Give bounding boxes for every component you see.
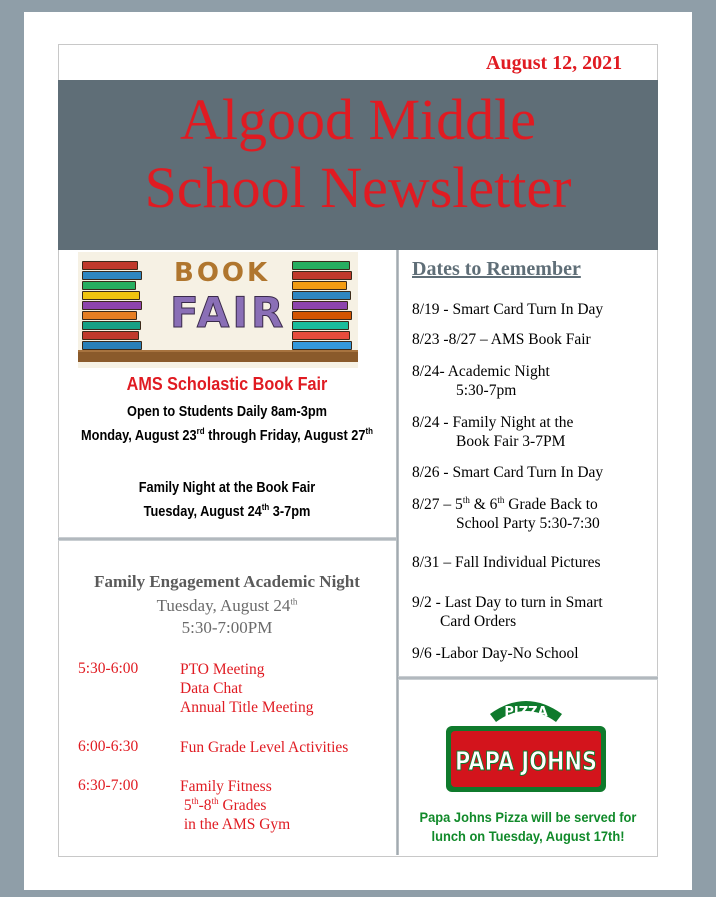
left-section-divider [58,537,396,541]
schedule-time: 6:00-6:30 [78,738,139,755]
title-line-2: School Newsletter [144,155,572,220]
family-night-date: Tuesday, August 24th 3-7pm [143,502,311,520]
schedule-activity: Fun Grade Level Activities [180,739,349,756]
book-fair-image [78,252,358,368]
logo-papa-johns-text: PAPA JOHNS [455,747,597,777]
newsletter-title [58,86,658,222]
book-stack-left [82,260,144,350]
book-stack-right [292,260,354,350]
date-item: 8/26 - Smart Card Turn In Day [412,464,604,481]
newsletter-date: August 12, 2021 [486,52,623,74]
family-engagement-date: Tuesday, August 24th [156,596,298,615]
right-section-divider [398,676,658,680]
book-fair-title: AMS Scholastic Book Fair [126,374,328,394]
column-divider [396,250,399,855]
date-item: 8/23 -8/27 – AMS Book Fair [412,331,591,348]
family-engagement-title: Family Engagement Academic Night [94,572,360,591]
date-item: 9/2 - Last Day to turn in Smart Card Orders [412,594,603,630]
papa-johns-logo [440,686,612,804]
date-item: 8/19 - Smart Card Turn In Day [412,301,604,318]
date-item: 8/27 – 5th & 6th Grade Back to School Party 5:30-7:30 [412,494,600,532]
book-fair-dates: Monday, August 23rd through Friday, August 27th [81,426,373,444]
book-fair-art-fair: FAIR [170,288,287,337]
dates-to-remember-title: Dates to Remember [412,258,581,280]
schedule-time: 5:30-6:00 [78,660,139,677]
date-item: 8/31 – Fall Individual Pictures [412,554,601,571]
date-item: 8/24 - Family Night at the Book Fair 3-7PM [412,414,574,450]
family-night-label: Family Night at the Book Fair [138,480,316,496]
book-fair-art-book: BOOK [174,258,271,288]
date-item: 9/6 -Labor Day-No School [412,645,579,662]
schedule-time: 6:30-7:00 [78,777,139,794]
date-item: 8/24- Academic Night 5:30-7pm [412,363,550,399]
logo-pizza-text: PIZZA [504,705,548,720]
book-fair-hours: Open to Students Daily 8am-3pm [127,404,327,420]
title-line-1: Algood Middle [179,87,537,152]
shelf [78,350,358,362]
pizza-caption: Papa Johns Pizza will be served for lunch on Tuesday, August 17th! [419,809,637,844]
schedule-activity: Family Fitness 5th-8th Grades in the AMS Gym [180,778,291,833]
schedule-activity: PTO Meeting Data Chat Annual Title Meeting [180,661,314,716]
family-engagement-time: 5:30-7:00PM [181,618,273,637]
